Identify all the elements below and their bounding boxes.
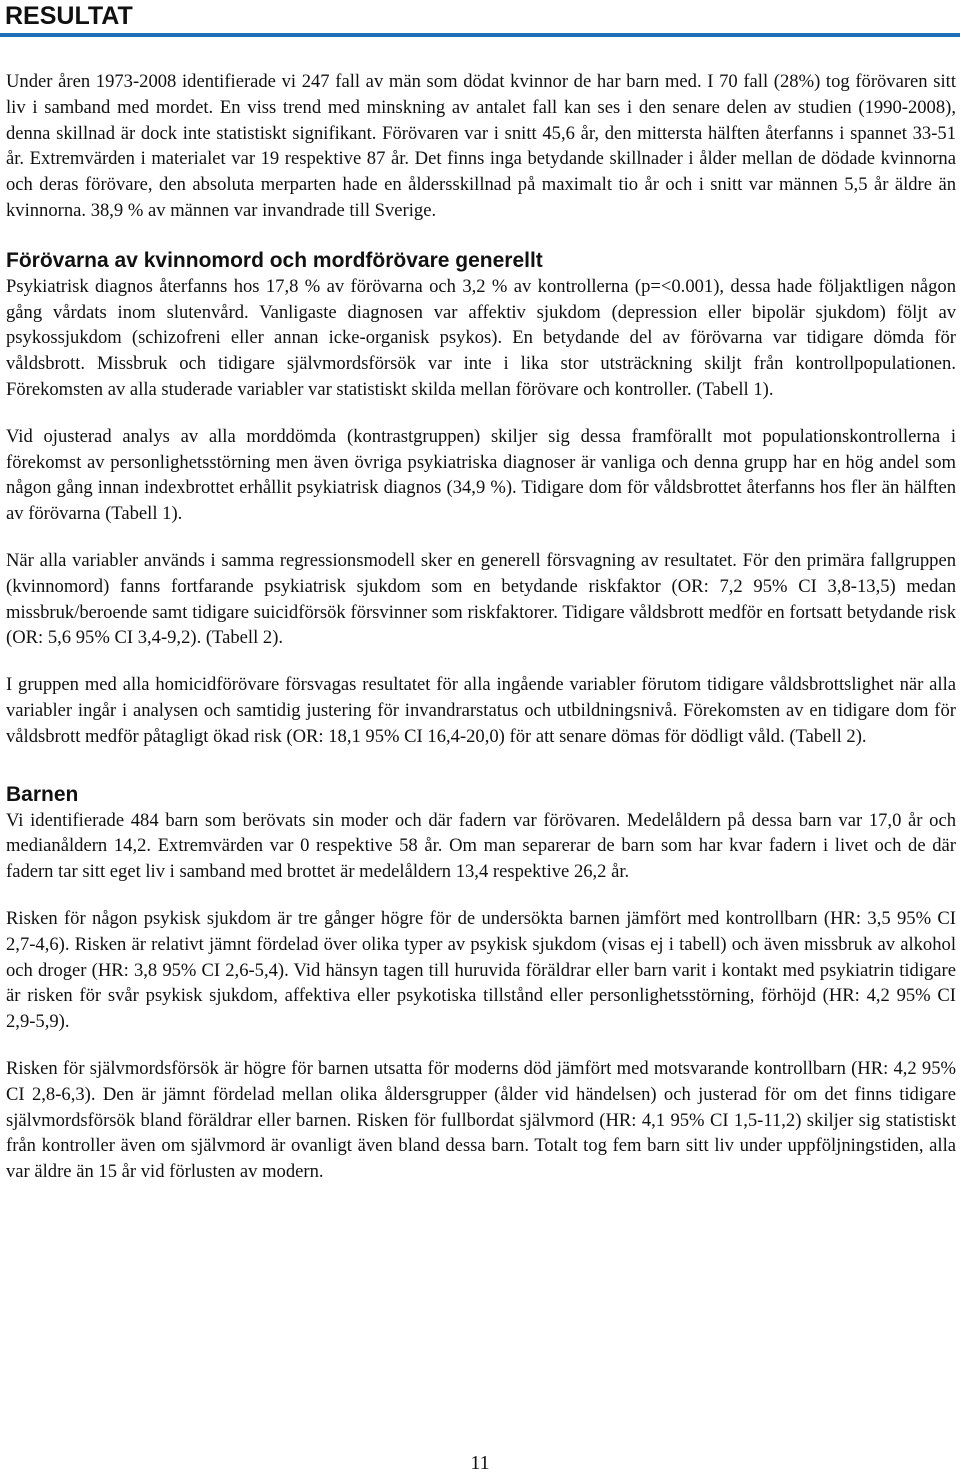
- section-heading-children: Barnen: [6, 782, 79, 806]
- perpetrators-paragraph-3: När alla variabler används i samma regressionsmodell sker en generell försvagning av resultatet. För den primära fallgruppen (kvinnomord) fanns fortfarande psykiatrisk sjukdom som en betydande riskfaktor (OR: 7,2 95% CI 3,8-13,5) medan missbruk/beroende samt tidigare suicidförsök försvinner som riskfaktorer. Tidigare våldsbrott medför en fortsatt betydande risk (OR: 5,6 95% CI 3,4-9,2). (Tabell 2).: [6, 549, 956, 649]
- page-number: 11: [470, 1452, 490, 1474]
- section-heading-perpetrators: Förövarna av kvinnomord och mordförövare generellt: [6, 248, 543, 272]
- perpetrators-paragraph-4: I gruppen med alla homicidförövare försvagas resultatet för alla ingående variabler förutom tidigare våldsbrottslighet när alla variabler ingår i analysen och samtidig justering för invandrarstatus och utbildningsnivå. Förekomsten av en tidigare dom för våldsbrott medför påtagligt ökad risk (OR: 18,1 95% CI 16,4-20,0) för att senare dömas för dödligt våld. (Tabell 2).: [6, 674, 956, 747]
- children-paragraph-1: Vi identifierade 484 barn som berövats sin moder och där fadern var förövaren. Medelåldern på dessa barn var 17,0 år och medianåldern 14,2. Extremvärden var 0 respektive 58 år. Om man separerar de barn som har kvar fadern i livet och de där fadern tar sitt eget liv i samband med brottet är medelåldern 13,4 respektive 26,2 år.: [6, 809, 956, 883]
- intro-paragraph: Under åren 1973-2008 identifierade vi 247 fall av män som dödat kvinnor de har barn med. I 70 fall (28%) tog förövaren sitt liv i samband med mordet. En viss trend med minskning av antalet fall kan ses i den senare delen av studien (1990-2008), denna skillnad är dock inte statistiskt signifikant. Förövaren var i snitt 45,6 år, den mittersta hälften återfanns i spannet 33-51 år. Extremvärden i materialet var 19 respektive 87 år. Det finns inga betydande skillnader i ålder mellan de dödade kvinnorna och deras förövare, den absoluta merparten hade en åldersskillnad på maximalt tio år och i snitt var männen 5,5 år äldre än kvinnorna. 38,9 % av männen var invandrade till Sverige.: [6, 71, 956, 221]
- page-title: RESULTAT: [5, 2, 133, 30]
- children-paragraph-2: Risken för någon psykisk sjukdom är tre gånger högre för de undersökta barnen jämfört med kontrollbarn (HR: 3,5 95% CI 2,7-4,6). Risken är relativt jämnt fördelad över olika typer av psykisk sjukdom (visas ej i tabell) och även missbruk av alkohol och droger (HR: 3,8 95% CI 2,6-5,4). Vid hänsyn tagen till huruvida föräldrar eller barn varit i kontakt med psykiatrin tidigare är risken för svår psykisk sjukdom, affektiva eller psykotiska tillstånd eller personlighetsstörning, förhöjd (HR: 4,2 95% CI 2,9-5,9).: [6, 907, 956, 1033]
- children-paragraph-3: Risken för självmordsförsök är högre för barnen utsatta för moderns död jämfört med motsvarande kontrollbarn (HR: 4,2 95% CI 2,8-6,3). Den är jämnt fördelad mellan olika åldersgrupper (ålder vid händelsen) och justerad för om det finns tidigare självmordsförsök bland föräldrar eller barnen. Risken för fullbordat självmord (HR: 4,1 95% CI 1,5-11,2) skiljer sig statistiskt från kontroller även om självmord är ovanligt även bland dessa barn. Totalt tog fem barn sitt liv under uppföljningstiden, alla var äldre än 15 år vid förlusten av modern.: [6, 1057, 956, 1183]
- title-rule: [0, 33, 960, 37]
- perpetrators-paragraph-2: Vid ojusterad analys av alla morddömda (kontrastgruppen) skiljer sig dessa framförallt mot populationskontrollerna i förekomst av personlighetsstörning men även övriga psykiatriska diagnoser är vanliga och denna grupp har en hög andel som någon gång innan indexbrottet erhållit psykiatrisk diagnos (34,9 %). Tidigare dom för våldsbrottet återfanns hos fler än hälften av förövarna (Tabell 1).: [6, 425, 956, 525]
- document-body: [6, 69, 956, 1206]
- perpetrators-paragraph-1: Psykiatrisk diagnos återfanns hos 17,8 % av förövarna och 3,2 % av kontrollerna (p=<0.001), dessa hade följaktligen någon gång vårdats inom slutenvård. Vanligaste diagnosen var affektiv sjukdom (depression eller bipolär sjukdom) följt av psykossjukdom (schizofreni eller annan icke-organisk psykos). En betydande del av förövarna var tidigare dömda för våldsbrott. Missbruk och tidigare självmordsförsök var inte i lika stor utsträckning skiljt från kontrollpopulationen. Förekomsten av alla studerade variabler var statistiskt skilda mellan förövare och kontroller. (Tabell 1).: [6, 275, 956, 400]
